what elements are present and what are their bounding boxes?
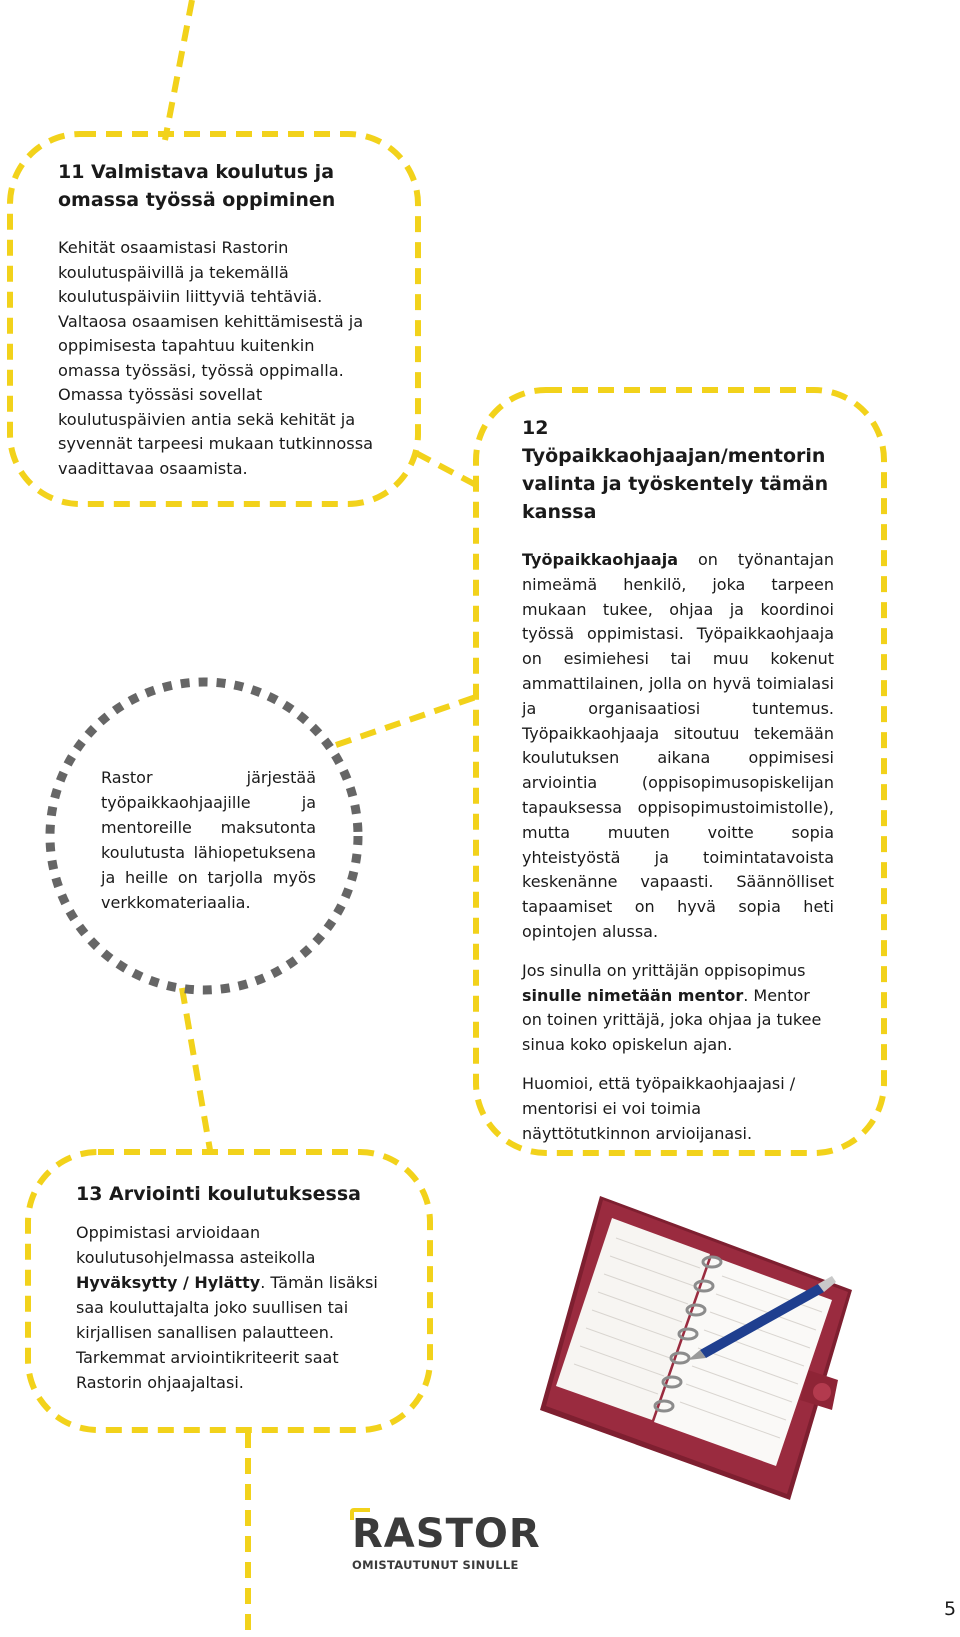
section-12-paragraph-3: Huomioi, että työpaikkaohjaajasi / mentorisi ei voi toimia näyttötutkinnon arvioijanasi. [522,1073,796,1143]
section-12-paragraph-1-text: on työnantajan nimeämä henkilö, joka tarpeen mukaan tukee, ohjaa ja koordinoi työssä oppimistasi. Työpaikkaohjaaja on esimiehesi tai muu kokenut ammattilainen, jolla on hyvä toimialasi ja organisaatiosi tuntemus. Työpaikkaohjaaja sitoutuu tekemään koulutuksen aikana oppimisesi arviointia (oppisopimusopiskelijan tapauksessa oppisopimustoimistolle), mutta muuten voitte sopia yhteistyöstä ja toimintatavoista keskenänne vapaasti. Säännölliset tapaamiset on hyvä sopia heti opintojen alussa. [522,550,834,941]
section-11-title: 11 Valmistava koulutus ja omassa työssä oppiminen [58,161,336,211]
connector-circle-12 [336,697,476,745]
connector-circle-13 [182,988,210,1150]
section-12-paragraph-1 [522,548,834,945]
circle-note: Rastor järjestää työpaikkaohjaajille ja mentoreille maksutonta koulutusta lähiopetuksena ja heille on tarjolla myös verkkomateriaalia. [101,768,316,912]
section-13-body-start: Oppimistasi arvioidaan koulutusohjelmassa asteikolla [76,1223,316,1267]
planner-illustration [540,1196,852,1500]
section-12-paragraph-2-start: Jos sinulla on yrittäjän oppisopimus [522,960,806,980]
section-12-term: Työpaikkaohjaaja [522,550,678,569]
connector-top [165,0,192,140]
section-11 [58,158,378,495]
section-12 [522,414,834,1160]
section-13-scale-bold: Hyväksytty / Hylätty [76,1273,261,1292]
section-11-body: Kehität osaamistasi Rastorin koulutuspäivillä ja tekemällä koulutuspäiviin liittyviä tehtäviä. Valtaosa osaamisen kehittämisestä ja oppimisesta tapahtuu kuitenkin omassa työssäsi, työssä oppimalla. Omassa työssäsi sovellat koulutuspäivien antia sekä kehität ja syvennät tarpeesi mukaan tutkinnossa vaadittavaa osaamista. [58,238,374,478]
logo-wordmark: RASTOR [352,1511,541,1557]
section-12-paragraph-2-text: . Mentor on toinen yrittäjä, joka ohjaa ja tukee sinua koko opiskelun ajan. [522,985,822,1055]
section-13 [76,1180,396,1409]
page-number: 5 [944,1598,957,1620]
rastor-logo [352,1511,541,1572]
connector-11-12 [416,453,476,485]
section-12-mentor-bold: sinulle nimetään mentor [522,985,744,1005]
section-12-title: 12 Työpaikkaohjaajan/mentorin valinta ja työskentely tämän kanssa [522,417,829,523]
section-12-paragraph-2 [522,959,834,1058]
logo-mark-icon [350,1508,390,1522]
section-13-body [76,1220,396,1395]
section-13-body-text: . Tämän lisäksi saa kouluttajalta joko suullisen tai kirjallisen sanallisen palautteen. Tarkemmat arviointikriteerit saat Rastorin ohjaajaltasi. [76,1273,378,1392]
section-13-title: 13 Arviointi koulutuksessa [76,1183,361,1205]
logo-tagline: OMISTAUTUNUT SINULLE [352,1558,519,1572]
